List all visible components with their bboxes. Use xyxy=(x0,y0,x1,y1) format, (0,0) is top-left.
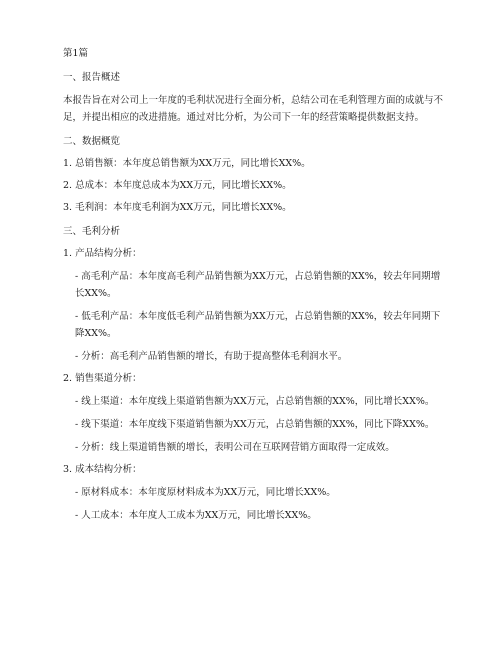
document-content xyxy=(63,46,443,524)
subsection-1-item-3: - 分析：高毛利产品销售额的增长，有助于提高整体毛利润水平。 xyxy=(75,351,348,362)
subsection-3-item-1: - 原材料成本：本年度原材料成本为XX万元，同比增长XX%。 xyxy=(75,487,336,498)
section-2-item-3: 3. 毛利润：本年度毛利润为XX万元，同比增长XX%。 xyxy=(63,202,292,213)
section-1-body: 本报告旨在对公司上一年度的毛利状况进行全面分析，总结公司在毛利管理方面的成就与不足，并提出相应的改进措施。通过对比分析，为公司下一年的经营策略提供数据支持。 xyxy=(63,95,444,123)
section-3-title: 三、毛利分析 xyxy=(63,226,121,237)
subsection-1-item-2: - 低毛利产品：本年度低毛利产品销售额为XX万元，占总销售额的XX%，较去年同期下降XX%。 xyxy=(75,311,441,339)
subsection-2-item-3: - 分析：线上渠道销售额的增长，表明公司在互联网营销方面取得一定成效。 xyxy=(75,442,395,453)
subsection-1-item-1: - 高毛利产品：本年度高毛利产品销售额为XX万元，占总销售额的XX%，较去年同期增长XX%。 xyxy=(75,271,441,299)
section-2-item-1: 1. 总销售额：本年度总销售额为XX万元，同比增长XX%。 xyxy=(63,158,311,169)
section-2-title: 二、数据概览 xyxy=(63,136,121,147)
section-2-item-2: 2. 总成本：本年度总成本为XX万元，同比增长XX%。 xyxy=(63,180,292,191)
doc-heading: 第1篇 xyxy=(63,48,89,59)
subsection-3-title: 3. 成本结构分析： xyxy=(63,464,142,475)
subsection-1-title: 1. 产品结构分析： xyxy=(63,248,142,259)
subsection-2-item-2: - 线下渠道：本年度线下渠道销售额为XX万元，占总销售额的XX%，同比下降XX%。 xyxy=(75,419,435,430)
section-1-title: 一、报告概述 xyxy=(63,72,121,83)
subsection-2-item-1: - 线上渠道：本年度线上渠道销售额为XX万元，占总销售额的XX%，同比增长XX%。 xyxy=(75,396,435,407)
subsection-3-item-2: - 人工成本：本年度人工成本为XX万元，同比增长XX%。 xyxy=(75,510,317,521)
subsection-2-title: 2. 销售渠道分析： xyxy=(63,373,142,384)
